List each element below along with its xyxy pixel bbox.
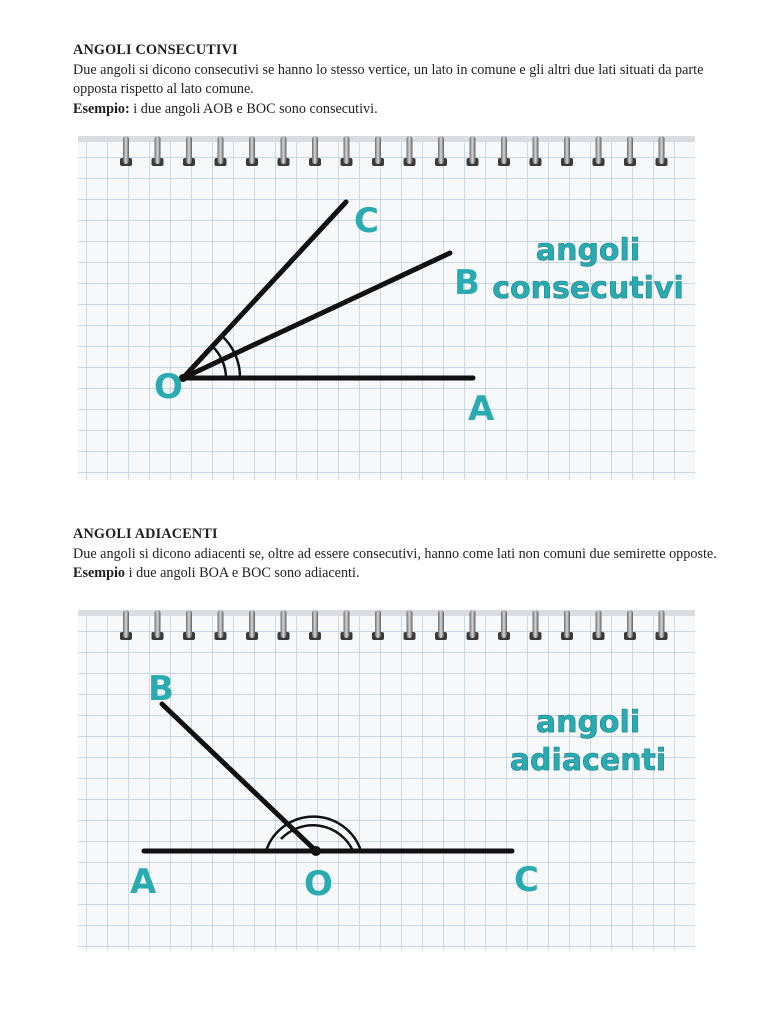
- consecutive-heading: ANGOLI CONSECUTIVI: [73, 42, 238, 58]
- label-b: B: [454, 263, 480, 303]
- adjacent-example-label: Esempio: [73, 565, 126, 581]
- label-a: A: [468, 389, 495, 429]
- label-c: C: [514, 860, 539, 900]
- consecutive-section: [73, 41, 745, 119]
- figure-caption-line2: consecutivi: [492, 271, 684, 306]
- adjacent-figure: [78, 610, 695, 950]
- label-o: O: [154, 367, 183, 407]
- consecutive-definition: Due angoli si dicono consecutivi se hanno lo stesso vertice, un lato in comune e gli altri due lati situati da parte opposta rispetto al lato comune.: [73, 61, 704, 97]
- consecutive-example-label: Esempio:: [73, 100, 130, 117]
- adjacent-heading: ANGOLI ADIACENTI: [73, 526, 218, 542]
- adjacent-definition: Due angoli si dicono adiacenti se, oltre ad essere consecutivi, hanno come lati non comuni due semirette opposte.: [73, 545, 717, 562]
- figure-caption-line1: angoli: [535, 705, 641, 740]
- figure-caption-line2: adiacenti: [509, 743, 667, 778]
- adjacent-section: [73, 525, 745, 584]
- figure-caption-line1: angoli: [535, 233, 641, 268]
- label-b: B: [148, 669, 174, 709]
- consecutive-figure: [78, 136, 695, 480]
- consecutive-example-text: i due angoli AOB e BOC sono consecutivi.: [129, 100, 378, 117]
- adjacent-example-text: i due angoli BOA e BOC sono adiacenti.: [125, 565, 360, 581]
- label-c: C: [354, 201, 379, 241]
- label-a: A: [130, 862, 157, 902]
- label-o: O: [304, 864, 333, 904]
